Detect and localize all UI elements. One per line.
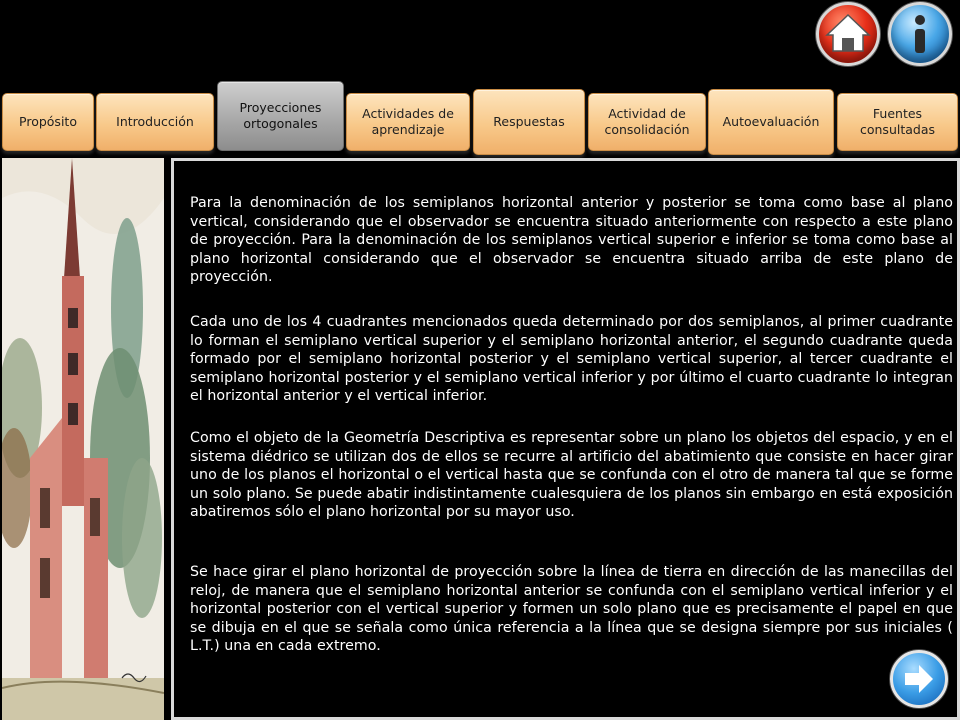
paragraph-3: Como el objeto de la Geometría Descriptiva es representar sobre un plano los objetos del espacio, y en el sistema diédrico se utilizan dos de ellos se recurre al artificio del abatimiento que consiste en hacer girar uno de los planos el horizontal o el vertical hasta que se confunda con el otro de manera tal que se forme un solo plano. Se puede abatir indistintamente cualesquiera de los planos sin embargo en está exposición abatiremos sólo el plano horizontal por su mayor uso.: [190, 430, 953, 521]
tab-fuentes-consultadas[interactable]: Fuentes consultadas: [837, 93, 958, 151]
tab-introduccion[interactable]: Introducción: [96, 93, 214, 151]
info-button[interactable]: [888, 2, 952, 66]
tab-proyecciones-ortogonales[interactable]: Proyecciones ortogonales: [217, 81, 344, 151]
paragraph-2: Cada uno de los 4 cuadrantes mencionados queda determinado por dos semiplanos, al primer cuadrante lo forman el semiplano vertical superior y el semiplano horizontal anterior, el segundo cuadrante queda formado por el semiplano horizontal posterior y el semiplano vertical superior, al tercer cuadrante el semiplano horizontal posterior y el semiplano vertical inferior y por último el cuarto cuadrante lo integran el horizontal anterior y el vertical inferior.: [190, 314, 953, 405]
home-icon: [819, 5, 877, 63]
tab-autoevaluacion[interactable]: Autoevaluación: [708, 89, 834, 155]
paragraph-4: Se hace girar el plano horizontal de proyección sobre la línea de tierra en dirección de las manecillas del reloj, de manera que el semiplano horizontal anterior se confunda con el semiplano vertical inferior y el horizontal posterior con el vertical superior y formen un solo plano que es precisamente el papel en que se dibuja en el que se señala como única referencia a la línea que se designa siempre por sus iniciales ( L.T.) una en cada extremo.: [190, 564, 953, 655]
tab-actividades-de-aprendizaje[interactable]: Actividades de aprendizaje: [346, 93, 470, 151]
info-icon: [891, 5, 949, 63]
paragraph-1: Para la denominación de los semiplanos horizontal anterior y posterior se toma como base al plano vertical, considerando que el observador se encuentra situado anteriormente con respecto a este plano de proyección. Para la denominación de los semiplanos vertical superior e inferior se toma como base al plano horizontal considerando que el observador se encuentra situado arriba de este plano de proyección.: [190, 195, 953, 286]
home-button[interactable]: [816, 2, 880, 66]
next-button[interactable]: [890, 650, 948, 708]
church-illustration: [2, 158, 164, 720]
arrow-right-icon: [893, 653, 945, 705]
tab-proposito[interactable]: Propósito: [2, 93, 94, 151]
tab-actividad-de-consolidacion[interactable]: Actividad de consolidación: [588, 93, 706, 151]
content-panel: [171, 158, 960, 720]
tab-respuestas[interactable]: Respuestas: [473, 89, 585, 155]
